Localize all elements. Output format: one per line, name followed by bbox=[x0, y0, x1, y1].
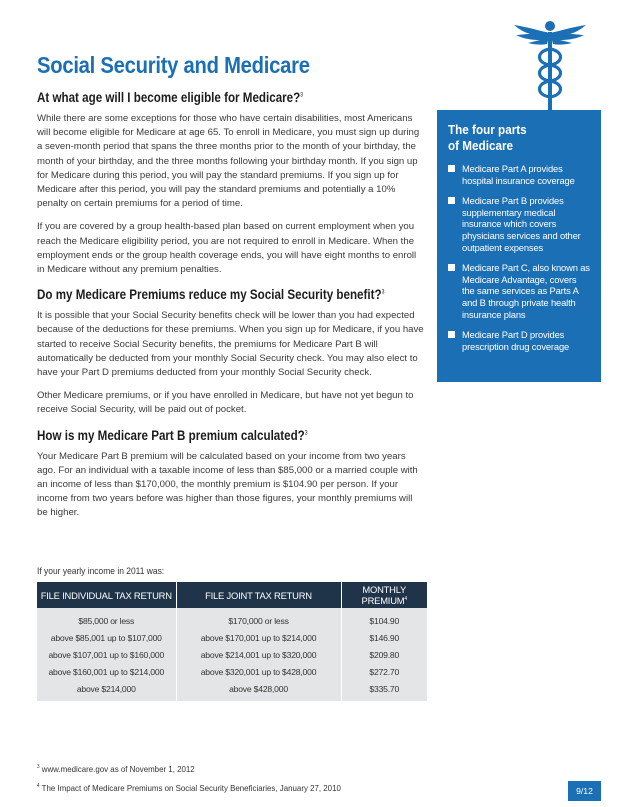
table-intro: If your yearly income in 2011 was: bbox=[37, 566, 165, 576]
medicare-parts-sidebar bbox=[437, 110, 601, 382]
table-cell: above $107,001 up to $160,000 bbox=[37, 646, 176, 663]
table-cell: $170,000 or less bbox=[176, 608, 341, 629]
section-part-b-calculation bbox=[37, 428, 425, 521]
table-cell: above $170,001 up to $214,000 bbox=[176, 629, 341, 646]
table-row bbox=[37, 608, 427, 629]
section-heading: At what age will I become eligible for Medicare?$^3$ bbox=[37, 90, 304, 105]
footnotes bbox=[37, 764, 367, 802]
table-row bbox=[37, 629, 427, 646]
table-cell: $209.80 bbox=[341, 646, 427, 663]
paragraph: If you are covered by a group health-based plan based on current employment when you reach the Medicare eligibility period, you are not required to enroll in Medicare. When the employment ends or the group health coverage ends, you will have eight months to enroll in Medicare without any premium penalties. bbox=[37, 221, 417, 276]
column-header: FILE INDIVIDUAL TAX RETURN bbox=[37, 582, 176, 608]
section-eligibility bbox=[37, 90, 425, 277]
paragraph: Other Medicare premiums, or if you have enrolled in Medicare, but have not yet begun to receive Social Security, will be paid out of pocket. bbox=[37, 390, 414, 416]
premium-table bbox=[37, 582, 427, 701]
table-cell: above $214,001 up to $320,000 bbox=[176, 646, 341, 663]
footnote: $^3$ www.medicare.gov as of November 1, 2012 bbox=[37, 764, 195, 774]
table-row bbox=[37, 646, 427, 663]
table-row bbox=[37, 680, 427, 701]
footnote: $^4$ The Impact of Medicare Premiums on Social Security Beneficiaries, January 27, 2010 bbox=[37, 783, 341, 793]
sidebar-list bbox=[448, 163, 591, 352]
table-cell: above $320,001 up to $428,000 bbox=[176, 663, 341, 680]
square-bullet-icon bbox=[448, 331, 455, 338]
main-content bbox=[37, 90, 425, 531]
square-bullet-icon bbox=[448, 197, 455, 204]
list-item: Medicare Part D provides prescription drug coverage bbox=[448, 329, 591, 352]
section-premiums-benefit bbox=[37, 287, 425, 417]
square-bullet-icon bbox=[448, 165, 455, 172]
column-header: MONTHLY PREMIUM$^4$ bbox=[341, 582, 427, 608]
table-cell: above $160,001 up to $214,000 bbox=[37, 663, 176, 680]
table-row bbox=[37, 663, 427, 680]
paragraph: While there are some exceptions for those who have certain disabilities, most Americans will become eligible for Medicare at age 65. To enroll in Medicare, you must sign up during a seven-month period that spans the three months prior to the month of your birthday, the month of your birthday, and the three months following your birthday month. If you sign up for Medicare during this period, you will pay the standard premiums. If you sign up for Medicare after this period, you will pay the standard premiums and potentially a 10% penalty on certain premiums for a period of time. bbox=[37, 113, 420, 210]
table-cell: above $214,000 bbox=[37, 680, 176, 701]
page-title: Social Security and Medicare bbox=[37, 52, 310, 78]
section-heading: How is my Medicare Part B premium calculated?$^3$ bbox=[37, 427, 308, 443]
table-header-row bbox=[37, 582, 427, 608]
section-heading: Do my Medicare Premiums reduce my Social Security benefit?$^3$ bbox=[37, 287, 385, 303]
table-cell: $85,000 or less bbox=[37, 608, 176, 629]
table-cell: above $428,000 bbox=[176, 680, 341, 701]
table-cell: above $85,001 up to $107,000 bbox=[37, 629, 176, 646]
column-header: FILE JOINT TAX RETURN bbox=[176, 582, 341, 608]
table-cell: $272.70 bbox=[341, 663, 427, 680]
square-bullet-icon bbox=[448, 264, 455, 271]
page-number: 9/12 bbox=[568, 781, 601, 801]
list-item: Medicare Part C, also known as Medicare Advantage, covers the same services as Parts A and B through private health insurance plans bbox=[448, 262, 591, 320]
table-cell: $146.90 bbox=[341, 629, 427, 646]
list-item: Medicare Part A provides hospital insurance coverage bbox=[448, 163, 591, 186]
table-cell: $335.70 bbox=[341, 680, 427, 701]
paragraph: It is possible that your Social Security benefits check will be lower than you had expected because of the deductions for these premiums. When you sign up for Medicare, if you have started to receive Social Security benefits, the premiums for Medicare Part B will automatically be deducted from your monthly Social Security check. You may also elect to have your Part D premiums deducted from your monthly Social Security check. bbox=[37, 310, 424, 379]
list-item: Medicare Part B provides supplementary medical insurance which covers physicians services and other outpatient expenses bbox=[448, 195, 591, 253]
table-cell: $104.90 bbox=[341, 608, 427, 629]
sidebar-title: The four parts of Medicare bbox=[448, 122, 527, 153]
paragraph: Your Medicare Part B premium will be calculated based on your income from two years ago. For an individual with a taxable income of less than $85,000 or a married couple with an income of less than $170,000, the monthly premium is $104.90 per person. If your income from two years before was higher than those figures, your monthly premiums will be higher. bbox=[37, 450, 418, 519]
